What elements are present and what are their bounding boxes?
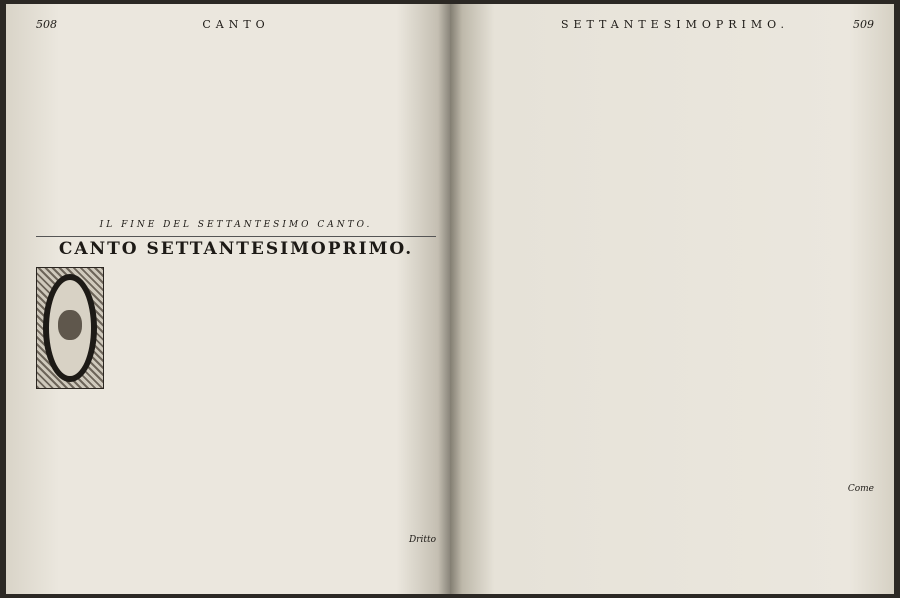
verse-line [241, 477, 436, 487]
verse-line [36, 189, 231, 199]
catchword-left: Dritto [408, 534, 436, 545]
stanza [476, 305, 670, 388]
left-bottom-col1 [36, 267, 231, 557]
verse-line [680, 247, 874, 257]
verse-line [476, 405, 670, 415]
verse-line [36, 400, 231, 410]
verse-line [109, 363, 231, 373]
stanza [680, 216, 874, 299]
stanza [36, 468, 231, 551]
gutter-shadow-right [450, 4, 462, 594]
running-head-title-right: SETTANTESIMOPRIMO. [560, 18, 790, 31]
verse-line [476, 426, 670, 436]
verse-line [109, 352, 231, 362]
verse-line [241, 158, 436, 168]
divider-rule [36, 236, 436, 237]
verse-line [476, 395, 670, 405]
verse-line [109, 332, 231, 342]
verse-line [476, 436, 670, 446]
page-number-left: 508 [36, 18, 57, 31]
verse-line [680, 200, 874, 210]
verse-line [36, 530, 231, 540]
verse-line [476, 337, 670, 347]
verse-line [241, 356, 436, 366]
gutter-shadow-left [438, 4, 450, 594]
verse-line [36, 38, 231, 48]
left-top-columns [36, 38, 436, 216]
verse-line [241, 179, 436, 189]
verse-line [680, 337, 874, 347]
verse-line [680, 237, 874, 247]
verse-line [476, 38, 670, 48]
verse-line [241, 200, 436, 210]
verse-line [476, 127, 670, 137]
mask-ornament-icon [58, 310, 82, 340]
verse-line [680, 127, 874, 137]
verse-line [241, 456, 436, 466]
verse-line [241, 59, 436, 69]
verse-line [476, 148, 670, 158]
verse-line [680, 446, 874, 456]
verse-line [241, 138, 436, 148]
verse-line [476, 368, 670, 378]
verse-line [476, 179, 670, 189]
verse-line [241, 100, 436, 110]
verse-line [241, 330, 436, 340]
verse-line [36, 48, 231, 58]
stanza [476, 395, 670, 478]
verse-line [36, 148, 231, 158]
verse-line [36, 127, 231, 137]
verse-line [241, 38, 436, 48]
verse-line [36, 541, 231, 551]
verse-line [109, 280, 231, 290]
verse-line [36, 158, 231, 168]
stanza [241, 38, 436, 121]
verse-line [476, 100, 670, 110]
verse-line [680, 158, 874, 168]
verse-line [36, 389, 231, 399]
verse-line [241, 309, 436, 319]
verse-line [109, 342, 231, 352]
verse-line [36, 80, 231, 90]
verse-line [241, 298, 436, 308]
verse-line [476, 227, 670, 237]
verse-line [680, 436, 874, 446]
verse-line [241, 487, 436, 497]
verse-line [476, 326, 670, 336]
verse-line [36, 100, 231, 110]
verse-line [241, 319, 436, 329]
left-bottom-col2 [241, 267, 436, 557]
verse-line [241, 367, 436, 377]
verse-line [680, 258, 874, 268]
verse-line [36, 111, 231, 121]
verse-line [476, 138, 670, 148]
verse-line [36, 468, 231, 478]
verse-line [241, 340, 436, 350]
stanza [36, 389, 231, 462]
verse-line [680, 415, 874, 425]
verse-line [476, 316, 670, 326]
verse-line [36, 478, 231, 488]
verse-line [241, 278, 436, 288]
left-bottom-col2-stanzas [241, 267, 436, 528]
verse-line [241, 48, 436, 58]
verse-line [680, 90, 874, 100]
stanza [36, 38, 231, 121]
verse-line [241, 169, 436, 179]
verse-line [241, 189, 436, 199]
verse-line [476, 457, 670, 467]
verse-line [36, 499, 231, 509]
verse-line [241, 446, 436, 456]
stanza [680, 395, 874, 478]
verse-line [476, 305, 670, 315]
verse-line [680, 80, 874, 90]
verse-line [476, 467, 670, 477]
verse-line [476, 289, 670, 299]
verse-line [680, 268, 874, 278]
verse-line [241, 388, 436, 398]
right-columns [476, 38, 874, 494]
verse-line [476, 247, 670, 257]
verse-line [476, 237, 670, 247]
verse-line [476, 80, 670, 90]
stanza [241, 446, 436, 529]
verse-line [680, 69, 874, 79]
verse-line [680, 216, 874, 226]
open-book [6, 4, 894, 594]
verse-line [680, 38, 874, 48]
left-top-col2 [241, 38, 436, 216]
verse-line [680, 326, 874, 336]
verse-line [36, 90, 231, 100]
verse-line [241, 90, 436, 100]
verse-line [241, 69, 436, 79]
canto-title: CANTO SETTANTESIMOPRIMO. [58, 239, 414, 260]
right-col2 [680, 38, 874, 494]
verse-line [109, 300, 231, 310]
verse-line [680, 405, 874, 415]
verse-line [36, 169, 231, 179]
verse-line [680, 179, 874, 189]
left-page [6, 4, 450, 594]
stanza [680, 38, 874, 121]
verse-line [476, 189, 670, 199]
verse-line [476, 200, 670, 210]
verse-line [680, 111, 874, 121]
verse-line [476, 279, 670, 289]
stanza [680, 305, 874, 388]
verse-line [476, 357, 670, 367]
verse-line [36, 200, 231, 210]
verse-line [241, 398, 436, 408]
verse-line [680, 227, 874, 237]
stanza [241, 127, 436, 210]
verse-line [476, 90, 670, 100]
verse-line [680, 148, 874, 158]
verse-line [476, 268, 670, 278]
verse-line [241, 127, 436, 137]
verse-line [109, 290, 231, 300]
verse-line [241, 288, 436, 298]
verse-line [36, 138, 231, 148]
verse-line [241, 148, 436, 158]
verse-line [680, 378, 874, 388]
left-bottom-columns [36, 267, 436, 557]
verse-line [36, 59, 231, 69]
catchword-right: Come [847, 483, 874, 494]
initial-block [36, 267, 231, 389]
verse-line [476, 111, 670, 121]
stanza [680, 127, 874, 210]
verse-line [476, 258, 670, 268]
running-head-right [476, 18, 874, 36]
verse-line [680, 169, 874, 179]
verse-line [680, 138, 874, 148]
verse-line [476, 48, 670, 58]
canto-end-line: IL FINE DEL SETTANTESIMO CANTO. [99, 220, 373, 231]
verse-line [680, 48, 874, 58]
verse-line [476, 69, 670, 79]
verse-line [680, 467, 874, 477]
verse-line [476, 158, 670, 168]
verse-line [241, 408, 436, 418]
verse-line [36, 520, 231, 530]
verse-line [241, 80, 436, 90]
verse-line [36, 410, 231, 420]
verse-line [36, 452, 231, 462]
running-head-title-left: CANTO [202, 18, 270, 31]
stanza [476, 127, 670, 210]
verse-line [680, 100, 874, 110]
verse-line [680, 426, 874, 436]
verse-line [680, 357, 874, 367]
verse-line [680, 347, 874, 357]
verse-line [241, 429, 436, 439]
verse-line [36, 441, 231, 451]
verse-line [680, 395, 874, 405]
stanza [241, 356, 436, 439]
verse-line [680, 305, 874, 315]
left-top-col1 [36, 38, 231, 216]
verse-line [476, 216, 670, 226]
verse-line [36, 420, 231, 430]
right-col1 [476, 38, 670, 494]
verse-line [476, 415, 670, 425]
verse-line [109, 321, 231, 331]
verse-line [680, 189, 874, 199]
verse-line [476, 347, 670, 357]
verse-line [680, 316, 874, 326]
stanza [36, 127, 231, 210]
verse-line [680, 59, 874, 69]
verse-line [241, 497, 436, 507]
stanza [476, 38, 670, 121]
verse-line [241, 419, 436, 429]
verse-line [36, 179, 231, 189]
verse-line [680, 368, 874, 378]
verse-line [476, 169, 670, 179]
verse-line [36, 489, 231, 499]
verse-line [476, 378, 670, 388]
decorated-initial-q [36, 267, 104, 389]
running-head-left [36, 18, 436, 36]
left-bottom-col1-stanzas [36, 389, 231, 551]
right-col2-stanzas [680, 38, 874, 478]
verse-line [476, 59, 670, 69]
verse-line [680, 279, 874, 289]
verse-line [241, 508, 436, 518]
page-number-right: 509 [853, 18, 874, 31]
verse-line [241, 377, 436, 387]
stanza [476, 216, 670, 299]
initial-lines [109, 267, 231, 389]
verse-line [476, 446, 670, 456]
verse-line [109, 311, 231, 321]
verse-line [36, 69, 231, 79]
verse-line [680, 457, 874, 467]
verse-line [109, 269, 231, 279]
verse-line [36, 510, 231, 520]
verse-line [241, 267, 436, 277]
verse-line [36, 431, 231, 441]
verse-line [241, 518, 436, 528]
right-page [450, 4, 894, 594]
verse-line [680, 289, 874, 299]
verse-line [241, 466, 436, 476]
stanza [241, 267, 436, 350]
verse-line [241, 111, 436, 121]
